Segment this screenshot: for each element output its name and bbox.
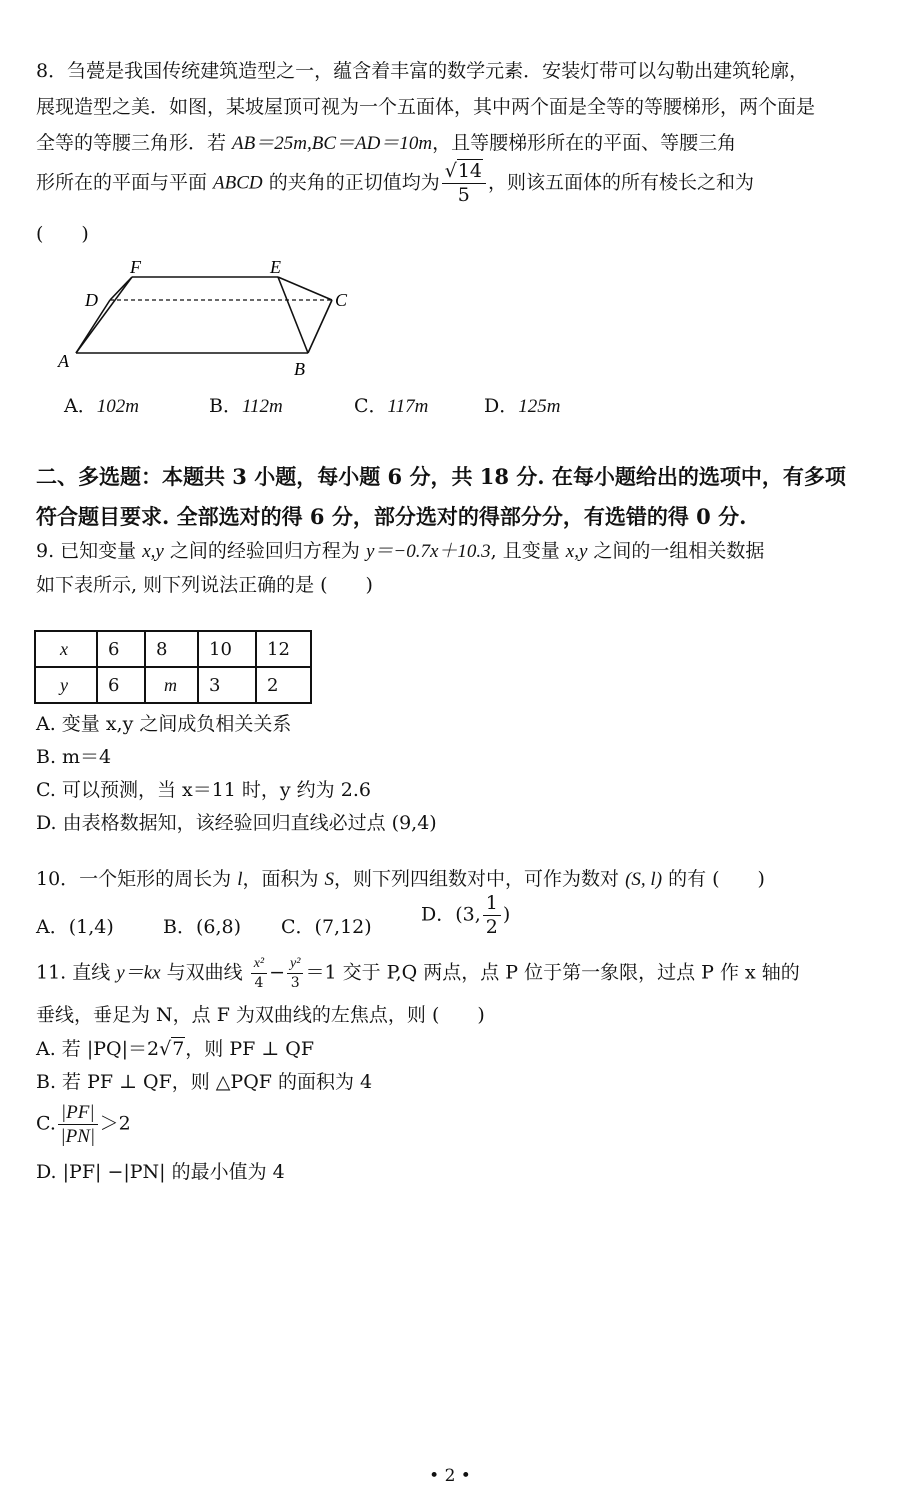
edge-CB [308,300,332,353]
q9-text-d: 之间的一组相关数据 [587,540,765,562]
label-D: D [85,290,98,310]
q8-option-c[interactable]: C．117m [354,395,429,417]
table-row [35,631,311,667]
q11-minus: − [269,961,286,984]
q11-pf-pn-fraction: $\frac{|PF|}{|PN|}$ [58,1103,98,1146]
q9-text-b: 之间的经验回归方程为 [163,540,366,562]
q8-option-b[interactable]: B．112m [209,395,283,417]
table-cell: 2 [256,667,311,703]
table-cell: 8 [145,631,198,667]
q11-option-a[interactable]: A. 若 |PQ|＝2√7，则 PF ⊥ QF [36,1038,315,1060]
label-E: E [270,257,281,277]
q9-regression-equation: y＝−0.7x＋10.3 [365,541,491,562]
q10-option-c[interactable]: C．(7,12) [281,915,372,938]
q9-option-d[interactable]: D. 由表格数据知，该经验回归直线必过点 (9,4) [36,812,437,834]
q8-option-d[interactable]: D．125m [484,395,561,417]
q10-option-a[interactable]: A．(1,4) [36,915,114,938]
q9-text-c: , 且变量 [490,540,566,562]
q11-y-fraction: $\frac{\text{y²}}{3}$ [287,957,303,990]
q8-line-3-text-a: 全等的等腰三角形．若 [36,132,233,154]
page-number: • 2 • [429,1466,471,1486]
q8-line-3-text-b: ，且等腰梯形所在的平面、等腰三角 [432,132,737,154]
q11-text-c: 交于 P,Q 两点，点 P 位于第一象限，过点 P 作 x 轴的 [336,961,800,984]
q11-text-a: 11. 直线 [36,961,117,984]
table-cell: 10 [198,631,256,667]
sqrt-icon: √ [444,160,457,182]
q9-option-a[interactable]: A. 变量 x,y 之间成负相关关系 [36,713,292,735]
q10-options [36,892,511,949]
q8-tan-numerator: 14 [457,160,482,182]
q11-option-c[interactable]: C. $\frac{|PF|}{|PN|}$ ＞2 [36,1102,131,1147]
q11-x-fraction: $\frac{\text{x²}}{4}$ [251,957,267,990]
q8-tan-denominator: 5 [457,184,470,206]
q9-line-2: 如下表所示, 则下列说法正确的是 ( ) [36,574,373,596]
label-A: A [58,351,69,371]
q8-line-2: 展现造型之美．如图，某坡屋顶可视为一个五面体，其中两个面是全等的等腰梯形，两个面是 [36,96,816,118]
q10-line-1 [36,870,765,889]
table-cell: 12 [256,631,311,667]
edge-DF [110,277,132,300]
table-cell: x [35,631,97,667]
table-cell: m [145,667,198,703]
q8-line-1: 8．刍甍是我国传统建筑造型之一，蕴含着丰富的数学元素．安装灯带可以勾勒出建筑轮廓， [36,60,809,82]
q10-text-d: 的有 ( ) [662,868,765,890]
q8-line-3 [36,134,736,153]
table-cell: y [35,667,97,703]
q8-line-4-text-c: ，则该五面体的所有棱长之和为 [488,171,755,194]
q10-var-l: l [237,869,243,890]
q8-line-4-text-a: 形所在的平面与平面 [36,171,214,194]
q9-option-c[interactable]: C. 可以预测，当 x＝11 时，y 约为 2.6 [36,779,371,801]
q10-text-a: 10．一个矩形的周长为 [36,868,238,890]
q10-option-d[interactable]: D．(3, $\frac{1}{2}$ ) [421,892,511,938]
q8-line-4 [36,162,754,205]
q11-line-1 [36,957,800,990]
q8-tangent-fraction [442,162,486,205]
q11-line-equation: y＝kx [116,962,161,984]
q9-vars-2: x,y [565,541,588,562]
q8-plane-abcd: ABCD [213,172,263,194]
table-row [35,667,311,703]
q10-text-c: ，则下列四组数对中，可作为数对 [334,868,626,890]
q11-text-b: 与双曲线 [160,961,249,984]
q11-option-d[interactable]: D. |PF| −|PN| 的最小值为 4 [36,1161,285,1183]
table-cell: 6 [97,631,145,667]
q9-data-table [34,630,312,704]
q8-option-a[interactable]: A．102m [64,395,139,417]
q10-half-fraction: $\frac{1}{2}$ [483,894,501,937]
edge-AF [76,277,132,353]
q8-figure [50,255,370,380]
q10-pair: (S, l) [625,869,663,890]
q10-var-s: S [324,869,335,890]
table-cell: 3 [198,667,256,703]
label-B: B [294,359,305,379]
q10-text-b: ，面积为 [242,868,325,890]
label-F: F [130,257,141,277]
q11-option-b[interactable]: B. 若 PF ⊥ QF，则 △PQF 的面积为 4 [36,1071,373,1093]
section-2-heading-line-1: 二、多选题：本题共 3 小题，每小题 6 分，共 18 分. 在每小题给出的选项中，有多项 [36,464,846,489]
q9-line-1 [36,542,764,561]
q8-line-4-text-b: 的夹角的正切值均为 [262,171,440,194]
q8-answer-blank: ( ) [36,223,89,245]
q11-line-2: 垂线，垂足为 N，点 F 为双曲线的左焦点，则 ( ) [36,1004,485,1026]
q9-vars: x,y [142,541,164,562]
table-cell: 6 [97,667,145,703]
q8-options [64,397,560,416]
q11-equals-one: ＝1 [305,961,337,984]
q10-option-b[interactable]: B．(6,8) [163,915,242,938]
section-2-heading-line-2: 符合题目要求. 全部选对的得 6 分，部分选对的得部分分，有选错的得 0 分. [36,504,747,529]
q9-option-b[interactable]: B. m＝4 [36,746,112,768]
sqrt-icon: √ [159,1038,172,1060]
label-C: C [335,290,348,310]
q9-text-a: 9. 已知变量 [36,540,143,562]
q8-lengths-math: AB＝25m,BC＝AD＝10m [232,133,433,154]
